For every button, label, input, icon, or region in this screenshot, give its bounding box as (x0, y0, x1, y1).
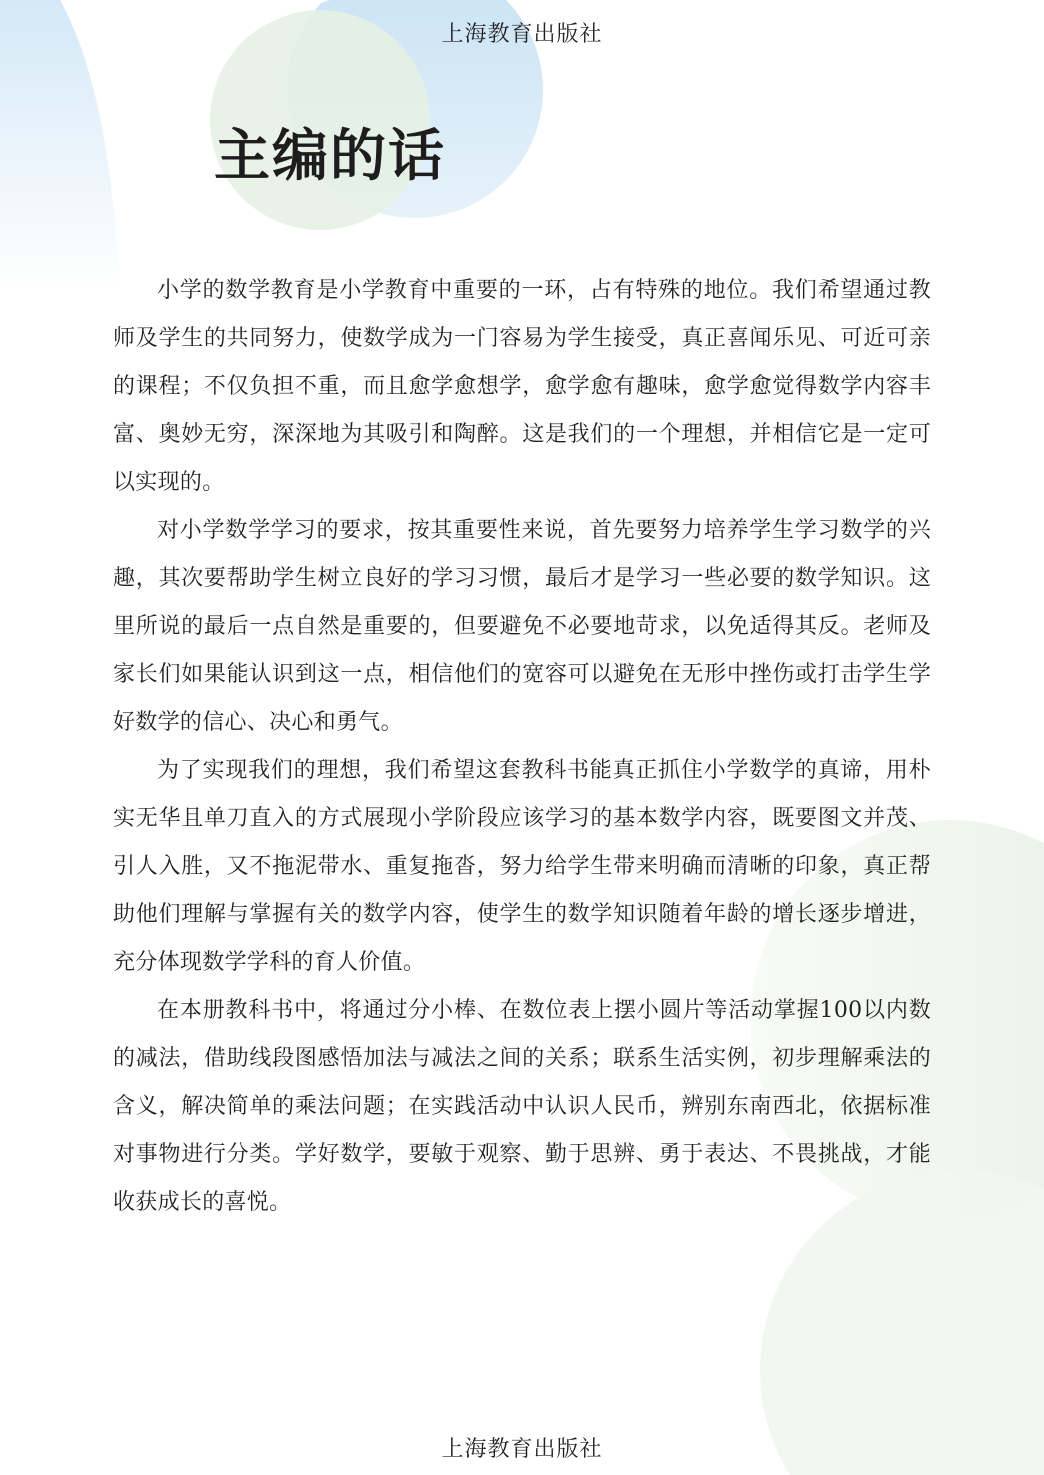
page-title: 主编的话 (214, 123, 446, 189)
paragraph-3: 为了实现我们的理想，我们希望这套教科书能真正抓住小学数学的真谛，用朴实无华且单刀直入的方式展现小学阶段应该学习的基本数学内容，既要图文并茂、引人入胜，又不拖泥带水、重复拖沓，努力给学生带来明确而清晰的印象，真正帮助他们理解与掌握有关的数学内容，使学生的数学知识随着年龄的增长逐步增进，充分体现数学学科的育人价值。 (113, 758, 931, 975)
publisher-header: 上海教育出版社 (441, 22, 603, 47)
publisher-footer: 上海教育出版社 (441, 1437, 603, 1462)
paragraph-2: 对小学数学学习的要求，按其重要性来说，首先要努力培养学生学习数学的兴趣，其次要帮助学生树立良好的学习习惯，最后才是学习一些必要的数学知识。这里所说的最后一点自然是重要的，但要避免不必要地苛求，以免适得其反。老师及家长们如果能认识到这一点，相信他们的宽容可以避免在无形中挫伤或打击学生学好数学的信心、决心和勇气。 (113, 518, 931, 735)
paragraph-1: 小学的数学教育是小学教育中重要的一环，占有特殊的地位。我们希望通过教师及学生的共同努力，使数学成为一门容易为学生接受，真正喜闻乐见、可近可亲的课程；不仅负担不重，而且愈学愈想学，愈学愈有趣味，愈学愈觉得数学内容丰富、奥妙无穷，深深地为其吸引和陶醉。这是我们的一个理想，并相信它是一定可以实现的。 (113, 278, 931, 495)
foreword-body (113, 267, 931, 1227)
paragraph-4: 在本册教科书中，将通过分小棒、在数位表上摆小圆片等活动掌握100以内数的减法，借助线段图感悟加法与减法之间的关系；联系生活实例，初步理解乘法的含义，解决简单的乘法问题；在实践活动中认识人民币，辨别东南西北，依据标准对事物进行分类。学好数学，要敏于观察、勤于思辨、勇于表达、不畏挑战，才能收获成长的喜悦。 (113, 998, 931, 1215)
